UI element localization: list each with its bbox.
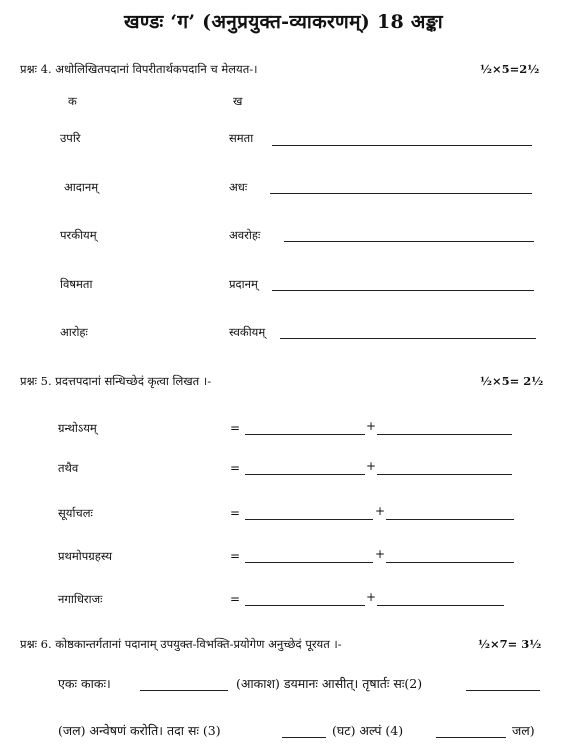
answer-line[interactable] <box>245 562 373 563</box>
q4-col-b-header: ख <box>233 94 243 108</box>
q4-row-b: प्रदानम् <box>229 277 258 291</box>
answer-line[interactable] <box>272 145 532 146</box>
q5-item: सूर्याचलः <box>58 506 93 520</box>
answer-line[interactable] <box>377 434 512 435</box>
q4-marks: ½×5=2½ <box>480 62 540 76</box>
answer-line[interactable] <box>386 519 514 520</box>
q4-row-a: आरोहः <box>60 325 88 339</box>
q4-row-a: आदानम् <box>64 180 99 194</box>
answer-line[interactable] <box>270 193 532 194</box>
q5-item: प्रथमोपग्रहस्य <box>58 549 113 563</box>
answer-line[interactable] <box>377 605 504 606</box>
answer-line[interactable] <box>466 690 540 691</box>
q6-line2-part1: (जल) अन्वेषणं करोति। तदा सः (3) <box>58 723 221 738</box>
plus-sign: + <box>375 504 386 518</box>
q6-line1-part2: (आकाश) डयमानः आसीत्। तृषार्तः सः(2) <box>236 676 423 691</box>
q4-row-b: समता <box>229 131 254 145</box>
plus-sign: + <box>366 590 377 604</box>
answer-line[interactable] <box>284 241 534 242</box>
answer-line[interactable] <box>245 474 365 475</box>
answer-line[interactable] <box>436 737 506 738</box>
q5-item: ग्रन्थोऽयम् <box>58 421 97 435</box>
equals-sign: = <box>230 549 241 563</box>
answer-line[interactable] <box>280 338 536 339</box>
plus-sign: + <box>366 419 377 433</box>
q6-marks: ½×7= 3½ <box>478 637 542 651</box>
equals-sign: = <box>230 506 241 520</box>
q5-marks: ½×5= 2½ <box>480 374 544 388</box>
answer-line[interactable] <box>282 737 326 738</box>
answer-line[interactable] <box>245 605 365 606</box>
q5-item: नगाधिराजः <box>58 592 103 606</box>
q4-row-b: अवरोहः <box>229 228 261 242</box>
q4-row-a: विषमता <box>60 277 93 291</box>
q4-row-a: उपरि <box>60 131 81 145</box>
equals-sign: = <box>230 421 241 435</box>
answer-line[interactable] <box>386 562 514 563</box>
answer-line[interactable] <box>272 290 534 291</box>
q4-row-b: स्वकीयम् <box>229 325 266 339</box>
q4-row-b: अधः <box>229 180 248 194</box>
q4-col-a-header: क <box>68 94 77 108</box>
q5-item: तथैव <box>58 461 79 475</box>
q6-line1-part1: एकः काकः। <box>58 676 111 691</box>
q4-row-a: परकीयम् <box>60 228 97 242</box>
answer-line[interactable] <box>245 519 373 520</box>
answer-line[interactable] <box>245 434 365 435</box>
q6-prompt: प्रश्नः 6. कोष्ठकान्तर्गतानां पदानाम् उपयुक्त-विभक्ति-प्रयोगेण अनुच्छेदं पूरयत ।- <box>20 637 342 651</box>
equals-sign: = <box>230 461 241 475</box>
equals-sign: = <box>230 592 241 606</box>
section-title: खण्डः ‘ग’ (अनुप्रयुक्त-व्याकरणम्) 18 अङ्का <box>124 11 443 33</box>
answer-line[interactable] <box>140 690 228 691</box>
q5-prompt: प्रश्नः 5. प्रदत्तपदानां सन्धिच्छेदं कृत्वा लिखत ।- <box>20 374 212 388</box>
q6-line2-part2: (घट) अल्पं (4) <box>332 723 404 738</box>
plus-sign: + <box>366 459 377 473</box>
plus-sign: + <box>375 547 386 561</box>
q6-line2-part3: जल) <box>512 723 535 738</box>
answer-line[interactable] <box>377 474 512 475</box>
q4-prompt: प्रश्नः 4. अधोलिखितपदानां विपरीतार्थकपदानि च मेलयत-। <box>20 62 258 76</box>
